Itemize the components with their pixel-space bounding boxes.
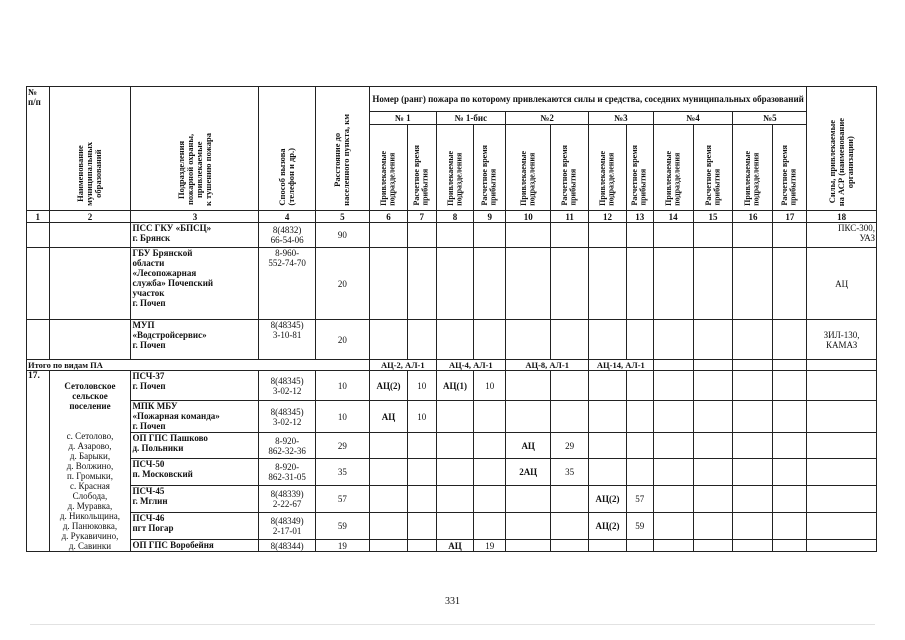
table-row <box>27 401 877 433</box>
call-phone: 8-960- 552-74-70 <box>259 248 315 320</box>
header-sub-units: Привлекаемые подразделения <box>370 125 408 211</box>
rank1bis-time <box>474 459 506 486</box>
rank1-units <box>370 540 408 552</box>
header-rank-group: Номер (ранг) пожара по которому привлекаются силы и средства, соседних муниципальных образований <box>370 87 807 112</box>
settlement-villages: с. Сетолово, д. Азарово, д. Барыки, д. Волжино, п. Громыки, с. Красная Слобода, д. Муравка, д. Никольщина, д. Панюковка, д. Рукавичино, д. Савинки <box>59 431 121 551</box>
rank1bis-time <box>474 401 506 433</box>
col-number: 13 <box>626 211 653 223</box>
distance-km: 20 <box>315 248 369 320</box>
unit-name: ОП ГПС Пашково д. Польники <box>131 433 259 459</box>
rank1bis-units: АЦ <box>436 540 474 552</box>
call-phone: 8(48339) 2-22-67 <box>259 486 315 513</box>
call-phone: 8-920- 862-32-36 <box>259 433 315 459</box>
table-row <box>27 513 877 540</box>
unit-name: ПСС ГКУ «БПСЦ» г. Брянск <box>131 223 259 248</box>
unit-name: МУП «Водстройсервис» г. Почеп <box>131 320 259 360</box>
rank1bis-units <box>436 401 474 433</box>
header-sub-time: Расчетное время прибытия <box>773 125 807 211</box>
header-rank-1bis: № 1-бис <box>436 112 506 125</box>
rank3-units <box>589 459 627 486</box>
header-col-units: Подразделения пожарной охраны, привлекаемые к тушению пожара <box>131 87 259 211</box>
rank1-units: АЦ(2) <box>370 371 408 401</box>
header-col-asr: Силы, привлекаемые на АСР (наименование организации) <box>807 87 877 211</box>
distance-km: 59 <box>315 513 369 540</box>
rank2-time <box>551 371 589 401</box>
col-number: 17 <box>773 211 807 223</box>
unit-name: МПК МБУ «Пожарная команда» г. Почеп <box>131 401 259 433</box>
distance-km: 35 <box>315 459 369 486</box>
rank3-units <box>589 540 627 552</box>
call-phone: 8(48345) 3-10-81 <box>259 320 315 360</box>
asr-forces: ЗИЛ-130, КАМАЗ <box>807 320 877 360</box>
col-number: 11 <box>551 211 589 223</box>
header-rank-4: №4 <box>653 112 733 125</box>
call-phone: 8(48345) 3-02-12 <box>259 371 315 401</box>
rank1bis-time <box>474 486 506 513</box>
col-number: 8 <box>436 211 474 223</box>
rank1-time: 10 <box>407 401 436 433</box>
header-sub-units: Привлекаемые подразделения <box>733 125 773 211</box>
rank1-units <box>370 433 408 459</box>
col-number: 10 <box>506 211 551 223</box>
col-number: 15 <box>693 211 733 223</box>
rank1bis-units <box>436 433 474 459</box>
rank1bis-units <box>436 513 474 540</box>
rank3-time: 57 <box>626 486 653 513</box>
settlement-cell <box>49 371 131 552</box>
rank2-units <box>506 486 551 513</box>
distance-km: 10 <box>315 401 369 433</box>
rank2-units: 2АЦ <box>506 459 551 486</box>
rank3-units <box>589 401 627 433</box>
rank1-time: 10 <box>407 371 436 401</box>
header-sub-units: Привлекаемые подразделения <box>653 125 693 211</box>
header-col-municipality: Наименование муниципальных образований <box>49 87 131 211</box>
table-row <box>27 320 877 360</box>
rank2-units: АЦ <box>506 433 551 459</box>
rank1-time <box>407 486 436 513</box>
header-rank-1: № 1 <box>370 112 437 125</box>
table-row <box>27 248 877 320</box>
totals-rank-1: АЦ-2, АЛ-1 <box>370 360 437 371</box>
header-sub-time: Расчетное время прибытия <box>474 125 506 211</box>
rank3-time <box>626 371 653 401</box>
table-row <box>27 371 877 401</box>
unit-name: ПСЧ-37 г. Почеп <box>131 371 259 401</box>
header-col-distance: Расстояние до населенного пункта, км <box>315 87 369 211</box>
col-number: 1 <box>27 211 50 223</box>
rank2-time: 35 <box>551 459 589 486</box>
rank1-units: АЦ <box>370 401 408 433</box>
totals-rank-1bis: АЦ-4, АЛ-1 <box>436 360 506 371</box>
rank1bis-units <box>436 486 474 513</box>
table-row <box>27 433 877 459</box>
rank1-time <box>407 540 436 552</box>
call-phone: 8-920- 862-31-05 <box>259 459 315 486</box>
table-row <box>27 223 877 248</box>
header-rank-5: №5 <box>733 112 807 125</box>
rank1bis-time <box>474 513 506 540</box>
header-sub-units: Привлекаемые подразделения <box>589 125 627 211</box>
col-number: 4 <box>259 211 315 223</box>
header-col-num: № п/п <box>27 87 50 211</box>
totals-row <box>27 360 877 371</box>
header-rank-3: №3 <box>589 112 654 125</box>
asr-forces: ПКС-300, УАЗ <box>807 223 877 248</box>
unit-name: ПСЧ-46 пгт Погар <box>131 513 259 540</box>
call-phone: 8(48345) 3-02-12 <box>259 401 315 433</box>
rank2-units <box>506 540 551 552</box>
rank3-units <box>589 433 627 459</box>
header-sub-units: Привлекаемые подразделения <box>436 125 474 211</box>
call-phone: 8(48349) 2-17-01 <box>259 513 315 540</box>
rank3-units <box>589 371 627 401</box>
scan-artifact-line <box>30 624 875 625</box>
totals-rank-3: АЦ-14, АЛ-1 <box>589 360 654 371</box>
rank2-time <box>551 486 589 513</box>
header-sub-time: Расчетное время прибытия <box>626 125 653 211</box>
rank1-time <box>407 513 436 540</box>
header-sub-time: Расчетное время прибытия <box>551 125 589 211</box>
rank1-units <box>370 513 408 540</box>
rank1bis-time: 10 <box>474 371 506 401</box>
col-number: 2 <box>49 211 131 223</box>
header-sub-time: Расчетное время прибытия <box>407 125 436 211</box>
rank2-time <box>551 540 589 552</box>
header-sub-time: Расчетное время прибытия <box>693 125 733 211</box>
rank2-units <box>506 401 551 433</box>
unit-name: ПСЧ-50 п. Московский <box>131 459 259 486</box>
call-phone: 8(48344) <box>259 540 315 552</box>
col-number: 14 <box>653 211 693 223</box>
col-number: 9 <box>474 211 506 223</box>
settlement-number: 17. <box>27 371 50 552</box>
rank1-time <box>407 459 436 486</box>
rank3-time <box>626 540 653 552</box>
rank2-time: 29 <box>551 433 589 459</box>
rank3-time: 59 <box>626 513 653 540</box>
col-number: 7 <box>407 211 436 223</box>
col-number: 12 <box>589 211 627 223</box>
header-rank-2: №2 <box>506 112 589 125</box>
rank1-time <box>407 433 436 459</box>
rank1bis-time <box>474 433 506 459</box>
rank1-units <box>370 486 408 513</box>
settlement-name: Сетоловское сельское поселение <box>64 381 116 411</box>
col-number: 3 <box>131 211 259 223</box>
col-number: 6 <box>370 211 408 223</box>
rank3-units: АЦ(2) <box>589 513 627 540</box>
rank2-time <box>551 513 589 540</box>
table-row <box>27 486 877 513</box>
rank3-units: АЦ(2) <box>589 486 627 513</box>
totals-rank-2: АЦ-8, АЛ-1 <box>506 360 589 371</box>
col-number: 16 <box>733 211 773 223</box>
distance-km: 90 <box>315 223 369 248</box>
unit-name: ПСЧ-45 г. Мглин <box>131 486 259 513</box>
col-number: 18 <box>807 211 877 223</box>
asr-forces: АЦ <box>807 248 877 320</box>
rank1bis-units: АЦ(1) <box>436 371 474 401</box>
header-sub-units: Привлекаемые подразделения <box>506 125 551 211</box>
rank3-time <box>626 401 653 433</box>
rank3-time <box>626 459 653 486</box>
unit-name: ГБУ Брянской области «Лесопожарная служба» Почепский участок г. Почеп <box>131 248 259 320</box>
call-phone: 8(4832) 66-54-06 <box>259 223 315 248</box>
rank2-units <box>506 513 551 540</box>
totals-label: Итого по видам ПА <box>27 360 370 371</box>
header-col-call-method: Способ вызова (телефон и др.) <box>259 87 315 211</box>
rank1bis-time: 19 <box>474 540 506 552</box>
distance-km: 57 <box>315 486 369 513</box>
page-number: 331 <box>445 596 460 607</box>
rank2-units <box>506 371 551 401</box>
table-row <box>27 540 877 552</box>
column-numbers-row <box>27 211 877 223</box>
rank3-time <box>626 433 653 459</box>
rank2-time <box>551 401 589 433</box>
rank1bis-units <box>436 459 474 486</box>
distance-km: 19 <box>315 540 369 552</box>
distance-km: 10 <box>315 371 369 401</box>
rank1-units <box>370 459 408 486</box>
table-row <box>27 459 877 486</box>
fire-resources-table <box>26 86 877 552</box>
unit-name: ОП ГПС Воробейня <box>131 540 259 552</box>
col-number: 5 <box>315 211 369 223</box>
distance-km: 20 <box>315 320 369 360</box>
distance-km: 29 <box>315 433 369 459</box>
